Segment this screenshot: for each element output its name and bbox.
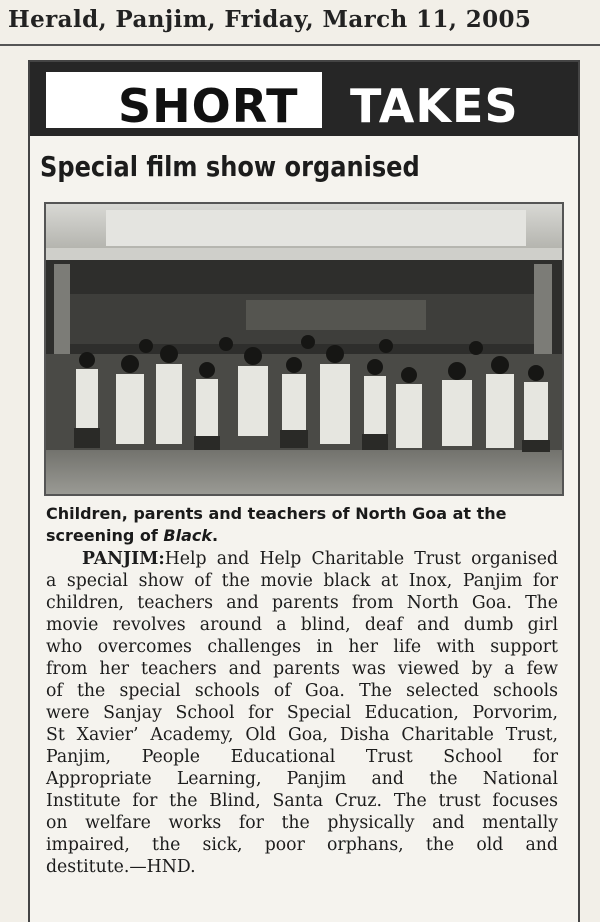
photo-caption	[46, 503, 566, 547]
section-banner	[30, 62, 578, 136]
body-line: movie revolves around a blind, deaf and dumb girl	[46, 615, 558, 635]
article-body	[46, 548, 558, 878]
body-line: on welfare works for the physically and mentally	[46, 813, 558, 833]
body-line: Panjim, People Educational Trust School for	[46, 747, 558, 767]
body-line: Institute for the Blind, Santa Cruz. The trust focuses	[46, 791, 558, 811]
body-line: who overcomes challenges in her life with support	[46, 637, 558, 657]
banner-word-takes: TAKES	[350, 79, 519, 133]
article-headline: Special film show organised	[40, 150, 420, 183]
body-dateline: PANJIM:	[82, 549, 165, 569]
caption-film-title: Black	[163, 526, 213, 545]
header-rule	[0, 44, 600, 46]
newspaper-dateline: Herald, Panjim, Friday, March 11, 2005	[8, 6, 532, 33]
body-line: Appropriate Learning, Panjim and the National	[46, 769, 558, 789]
body-line: destitute.—HND.	[46, 857, 196, 877]
body-line: impaired, the sick, poor orphans, the old and	[46, 835, 558, 855]
caption-period: .	[212, 526, 219, 545]
caption-text: Children, parents and teachers of North Goa at the screening of	[46, 504, 507, 545]
banner-word-short: SHORT	[118, 79, 299, 133]
body-line: were Sanjay School for Special Education, Porvorim,	[46, 703, 558, 723]
article-photo	[44, 202, 564, 496]
body-line: St Xavier’ Academy, Old Goa, Disha Charitable Trust,	[46, 725, 558, 745]
body-line: of the special schools of Goa. The selected schools	[46, 681, 558, 701]
body-line: from her teachers and parents was viewed by a few	[46, 659, 558, 679]
body-line-1-text: Help and Help Charitable Trust organised	[164, 549, 558, 569]
body-line: a special show of the movie black at Inox, Panjim for	[46, 571, 558, 591]
body-line: children, teachers and parents from North Goa. The	[46, 593, 558, 613]
body-line-1	[46, 548, 558, 570]
crowd-photo-image	[46, 204, 562, 494]
